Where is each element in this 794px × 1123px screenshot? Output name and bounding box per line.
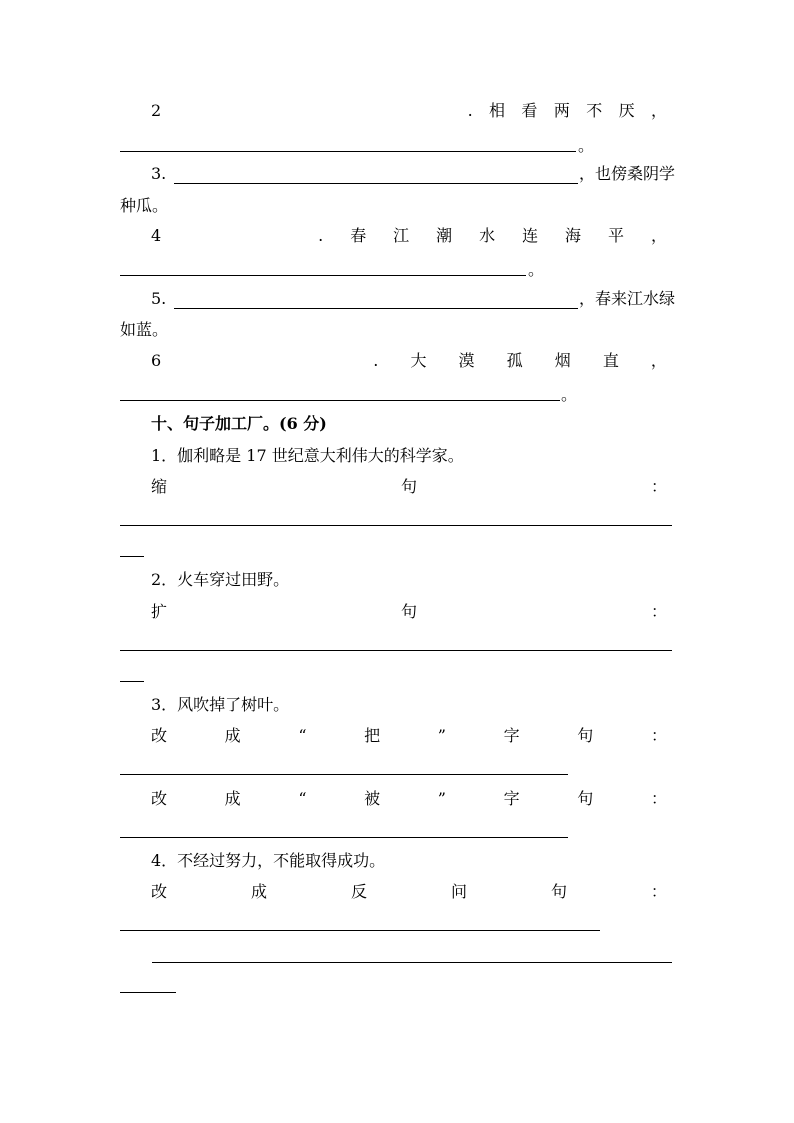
question-text: 3．风吹掉了树叶。	[151, 695, 290, 714]
poem-item-6: 6 . 大 漠 孤 烟 直 ，	[151, 351, 667, 370]
answer-line[interactable]	[120, 275, 526, 276]
item-number: 6	[151, 351, 162, 370]
answer-line[interactable]	[120, 400, 560, 401]
question-text: 1．伽利略是 17 世纪意大利伟大的科学家。	[151, 446, 464, 465]
poem-text: ，也傍桑阴学	[579, 164, 676, 183]
answer-line[interactable]	[120, 556, 144, 557]
answer-line[interactable]	[152, 962, 672, 963]
answer-line[interactable]	[120, 837, 568, 838]
question-text: 4．不经过努力，不能取得成功。	[151, 851, 386, 870]
question-prompt: 改 成 反 问 句 ：	[151, 882, 667, 901]
line-end-period: 。	[578, 136, 595, 155]
item-number: 5.	[151, 289, 167, 308]
poem-text: 如蓝。	[120, 320, 169, 339]
question-prompt: 扩 句 ：	[151, 602, 667, 621]
item-number: 3.	[151, 164, 167, 183]
item-dot: .	[467, 101, 473, 120]
section-heading: 十、句子加工厂。(6 分)	[151, 414, 327, 433]
poem-text: 种瓜。	[120, 196, 169, 215]
answer-line[interactable]	[120, 992, 176, 993]
answer-line[interactable]	[120, 151, 576, 152]
line-end-period: 。	[528, 260, 545, 279]
line-end-period: 。	[561, 385, 578, 404]
item-number: 2	[151, 101, 162, 120]
item-dot: .	[318, 226, 324, 245]
item-dot: .	[373, 351, 379, 370]
answer-line[interactable]	[120, 774, 568, 775]
answer-line[interactable]	[120, 681, 144, 682]
poem-item-2: 2 . 相 看 两 不 厌 ，	[151, 101, 667, 120]
item-number: 4	[151, 226, 162, 245]
question-prompt: 改 成 “ 被 ” 字 句 ：	[151, 789, 667, 808]
poem-item-4: 4 . 春 江 潮 水 连 海 平 ，	[151, 226, 667, 245]
answer-line[interactable]	[120, 930, 600, 931]
answer-line[interactable]	[174, 308, 578, 309]
answer-line[interactable]	[174, 183, 578, 184]
question-text: 2．火车穿过田野。	[151, 570, 290, 589]
answer-line[interactable]	[120, 525, 672, 526]
question-prompt: 改 成 “ 把 ” 字 句 ：	[151, 726, 667, 745]
poem-text: ，春来江水绿	[579, 289, 676, 308]
question-prompt: 缩 句 ：	[151, 477, 667, 496]
answer-line[interactable]	[120, 650, 672, 651]
